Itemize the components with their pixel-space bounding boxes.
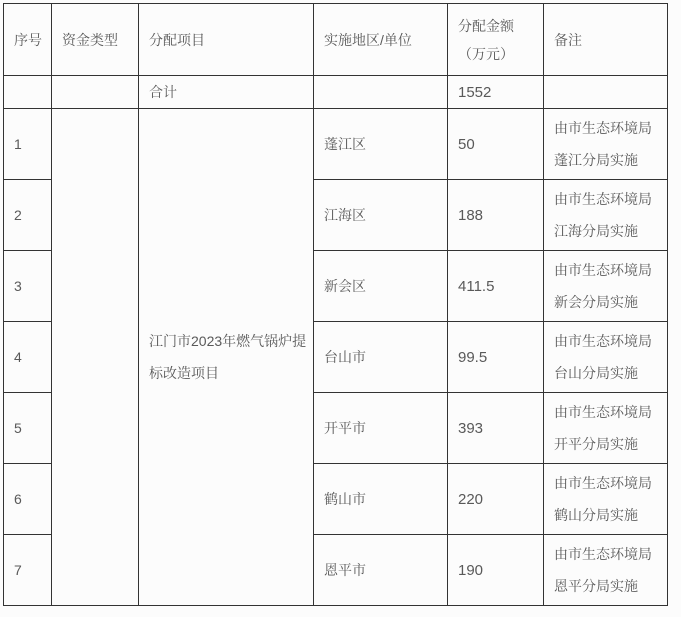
row-amount-cell: 50: [448, 109, 544, 180]
row-region-cell: 新会区: [314, 251, 448, 322]
project-merged-cell: 江门市2023年燃气锅炉提标改造项目: [139, 109, 314, 606]
header-region: 实施地区/单位: [314, 4, 448, 76]
total-row: [4, 76, 668, 109]
row-note-line2: 鹤山分局实施: [554, 507, 638, 523]
table-header-row: [4, 4, 668, 76]
row-region-cell: 恩平市: [314, 535, 448, 606]
row-note-line2: 蓬江分局实施: [554, 152, 638, 168]
row-note-line2: 新会分局实施: [554, 294, 638, 310]
row-no-cell: 5: [4, 393, 52, 464]
row-amount-cell: 99.5: [448, 322, 544, 393]
header-amount: [448, 4, 544, 76]
header-amount-line2: （万元）: [458, 45, 514, 62]
row-note-line2: 江海分局实施: [554, 223, 638, 239]
row-note-line1: 由市生态环境局: [554, 191, 652, 207]
row-no-cell: 7: [4, 535, 52, 606]
row-no-cell: 2: [4, 180, 52, 251]
row-region-cell: 江海区: [314, 180, 448, 251]
table-row: [4, 109, 668, 180]
header-fund-type: 资金类型: [52, 4, 139, 76]
row-note-cell: [544, 180, 668, 251]
total-label-cell: 合计: [139, 76, 314, 109]
row-note-line1: 由市生态环境局: [554, 404, 652, 420]
row-amount-cell: 393: [448, 393, 544, 464]
header-note: 备注: [544, 4, 668, 76]
row-note-cell: [544, 464, 668, 535]
row-note-cell: [544, 322, 668, 393]
row-amount-cell: 188: [448, 180, 544, 251]
row-note-cell: [544, 535, 668, 606]
row-note-cell: [544, 109, 668, 180]
row-no-cell: 3: [4, 251, 52, 322]
row-region-cell: 鹤山市: [314, 464, 448, 535]
row-note-line1: 由市生态环境局: [554, 475, 652, 491]
row-note-line2: 开平分局实施: [554, 436, 638, 452]
row-note-line1: 由市生态环境局: [554, 120, 652, 136]
row-note-line1: 由市生态环境局: [554, 546, 652, 562]
row-no-cell: 1: [4, 109, 52, 180]
row-note-line2: 恩平分局实施: [554, 578, 638, 594]
total-amount-cell: 1552: [448, 76, 544, 109]
row-no-cell: 6: [4, 464, 52, 535]
row-no-cell: 4: [4, 322, 52, 393]
total-note-cell: [544, 76, 668, 109]
row-amount-cell: 411.5: [448, 251, 544, 322]
row-note-line1: 由市生态环境局: [554, 333, 652, 349]
row-note-cell: [544, 251, 668, 322]
total-fund-type-cell: [52, 76, 139, 109]
header-amount-line1: 分配金额: [458, 17, 514, 34]
header-project: 分配项目: [139, 4, 314, 76]
row-region-cell: 蓬江区: [314, 109, 448, 180]
row-note-line2: 台山分局实施: [554, 365, 638, 381]
total-region-cell: [314, 76, 448, 109]
row-note-line1: 由市生态环境局: [554, 262, 652, 278]
fund-allocation-table: [3, 3, 668, 606]
row-amount-cell: 220: [448, 464, 544, 535]
row-note-cell: [544, 393, 668, 464]
total-no-cell: [4, 76, 52, 109]
header-no: 序号: [4, 4, 52, 76]
row-region-cell: 台山市: [314, 322, 448, 393]
fund-type-merged-cell: [52, 109, 139, 606]
row-amount-cell: 190: [448, 535, 544, 606]
row-region-cell: 开平市: [314, 393, 448, 464]
